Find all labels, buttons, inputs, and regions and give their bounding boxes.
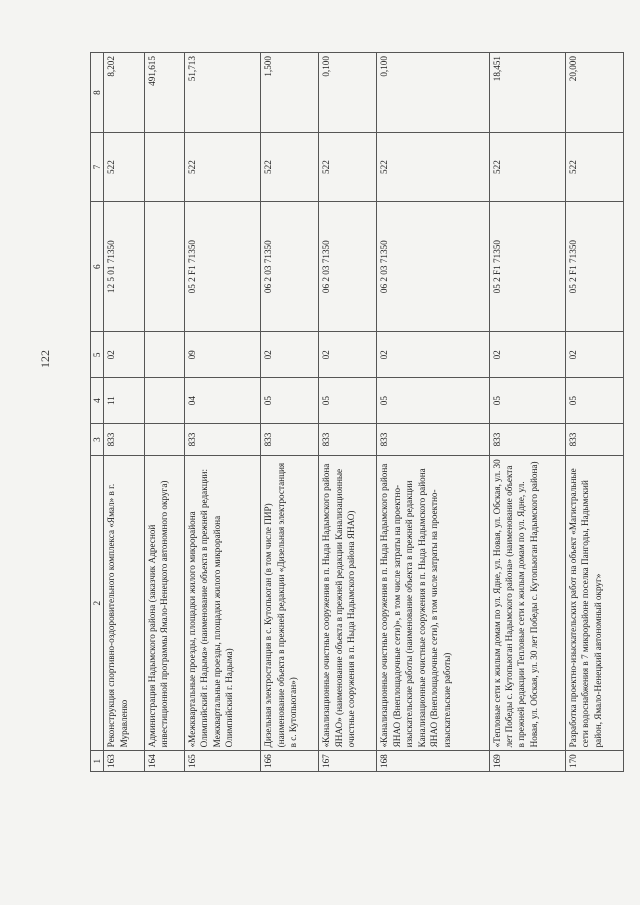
ministry-code: 833 (565, 423, 623, 455)
subsection-code: 09 (184, 332, 260, 378)
budget-table (90, 52, 624, 772)
ministry-code: 833 (377, 423, 489, 455)
row-number: 166 (261, 751, 319, 772)
target-article-code: 05 2 F1 71350 (184, 201, 260, 332)
expense-type-code: 522 (319, 133, 377, 202)
target-article-code: 06 2 03 71350 (261, 201, 319, 332)
amount-value: 1,500 (261, 53, 319, 133)
target-article-code (144, 201, 184, 332)
section-code: 05 (319, 378, 377, 424)
table-row (319, 53, 377, 772)
table-row (104, 53, 144, 772)
row-number: 165 (184, 751, 260, 772)
row-description: Разработка проектно-изыскательских работ на объект «Магистральные сети водоснабжения в 7 микрорайоне поселка Пангоды, Надымский район, Ямало-Ненецкий автономный округ» (565, 456, 623, 751)
subsection-code: 02 (104, 332, 144, 378)
table-row (144, 53, 184, 772)
subsection-code (144, 332, 184, 378)
column-header: 2 (91, 456, 104, 751)
subsection-code: 02 (565, 332, 623, 378)
subsection-code: 02 (377, 332, 489, 378)
section-code (144, 378, 184, 424)
row-number: 169 (489, 751, 565, 772)
target-article-code: 06 2 03 71350 (377, 201, 489, 332)
amount-value: 0,100 (319, 53, 377, 133)
column-header: 4 (91, 378, 104, 424)
expense-type-code (144, 133, 184, 202)
table-row (565, 53, 623, 772)
ministry-code: 833 (184, 423, 260, 455)
table-row (184, 53, 260, 772)
subsection-code: 02 (319, 332, 377, 378)
column-header: 5 (91, 332, 104, 378)
column-header: 6 (91, 201, 104, 332)
row-number: 170 (565, 751, 623, 772)
subsection-code: 02 (261, 332, 319, 378)
ministry-code: 833 (319, 423, 377, 455)
ministry-code (144, 423, 184, 455)
expense-type-code: 522 (565, 133, 623, 202)
row-description: «Межквартальные проезды, площадки жилого микрорайона Олимпийский г. Надыма» (наименование объекта в прежней редакции: Межквартальные проезды, площадки жилого микрорайона Олимпийский г. Надыма) (184, 456, 260, 751)
amount-value: 20,000 (565, 53, 623, 133)
row-number: 168 (377, 751, 489, 772)
expense-type-code: 522 (104, 133, 144, 202)
row-description: Администрация Надымского района (заказчик Адресной инвестиционной программы Ямало-Ненецкого автономного округа) (144, 456, 184, 751)
table-row (261, 53, 319, 772)
section-code: 05 (377, 378, 489, 424)
row-description: Дизельная электростанция в с. Кутопьюган (в том числе ПИР) (наименование объекта в прежней редакции «Дизельная электростанция в с. Кутопьюган») (261, 456, 319, 751)
ministry-code: 833 (104, 423, 144, 455)
section-code: 05 (565, 378, 623, 424)
expense-type-code: 522 (261, 133, 319, 202)
table-row (377, 53, 489, 772)
amount-value: 18,451 (489, 53, 565, 133)
subsection-code: 02 (489, 332, 565, 378)
row-description: «Канализационные очистные сооружения в п. Ныда Надымского района ЯНАО (Внеплощадочные сети)», в том числе затраты на проектно-изыскательские работы (наименование объекта в прежней редакции Канализационные очистные сооружения в п. Ныда Надымского района ЯНАО (Внеплощадочные сети), в том числе затраты на проектно-изыскательские работы) (377, 456, 489, 751)
budget-table-wrapper (90, 52, 624, 772)
column-header: 1 (91, 751, 104, 772)
header-row (91, 53, 104, 772)
target-article-code: 05 2 F1 71350 (489, 201, 565, 332)
row-number: 163 (104, 751, 144, 772)
row-number: 167 (319, 751, 377, 772)
ministry-code: 833 (261, 423, 319, 455)
ministry-code: 833 (489, 423, 565, 455)
section-code: 04 (184, 378, 260, 424)
row-description: «Тепловые сети к жилым домам по ул. Ядне, ул. Новая, ул. Обская, ул. 30 лет Победы с. Кутопьюган Надымского района» (наименование объекта в прежней редакции Тепловые сети к жилым домам по ул. Ядне, ул. Новая, ул. Обская, ул. 30 лет Победы с. Кутопьюган Надымского района) (489, 456, 565, 751)
amount-value: 8,202 (104, 53, 144, 133)
column-header: 7 (91, 133, 104, 202)
expense-type-code: 522 (489, 133, 565, 202)
amount-value: 491,615 (144, 53, 184, 133)
amount-value: 51,713 (184, 53, 260, 133)
amount-value: 0,100 (377, 53, 489, 133)
target-article-code: 12 5 01 71350 (104, 201, 144, 332)
row-number: 164 (144, 751, 184, 772)
row-description: Реконструкция спортивно-оздоровительного комплекса «Ямал» в г. Муравленко (104, 456, 144, 751)
column-header: 8 (91, 53, 104, 133)
section-code: 11 (104, 378, 144, 424)
section-code: 05 (489, 378, 565, 424)
target-article-code: 06 2 03 71350 (319, 201, 377, 332)
row-description: «Канализационные очистные сооружения в п. Ныда Надымского района ЯНАО» (наименование объекта в прежней редакции Канализационные очистные сооружения в п. Ныда Надымского района ЯНАО) (319, 456, 377, 751)
column-header: 3 (91, 423, 104, 455)
expense-type-code: 522 (184, 133, 260, 202)
section-code: 05 (261, 378, 319, 424)
target-article-code: 05 2 F1 71350 (565, 201, 623, 332)
page-number: 122 (38, 350, 52, 368)
expense-type-code: 522 (377, 133, 489, 202)
table-row (489, 53, 565, 772)
